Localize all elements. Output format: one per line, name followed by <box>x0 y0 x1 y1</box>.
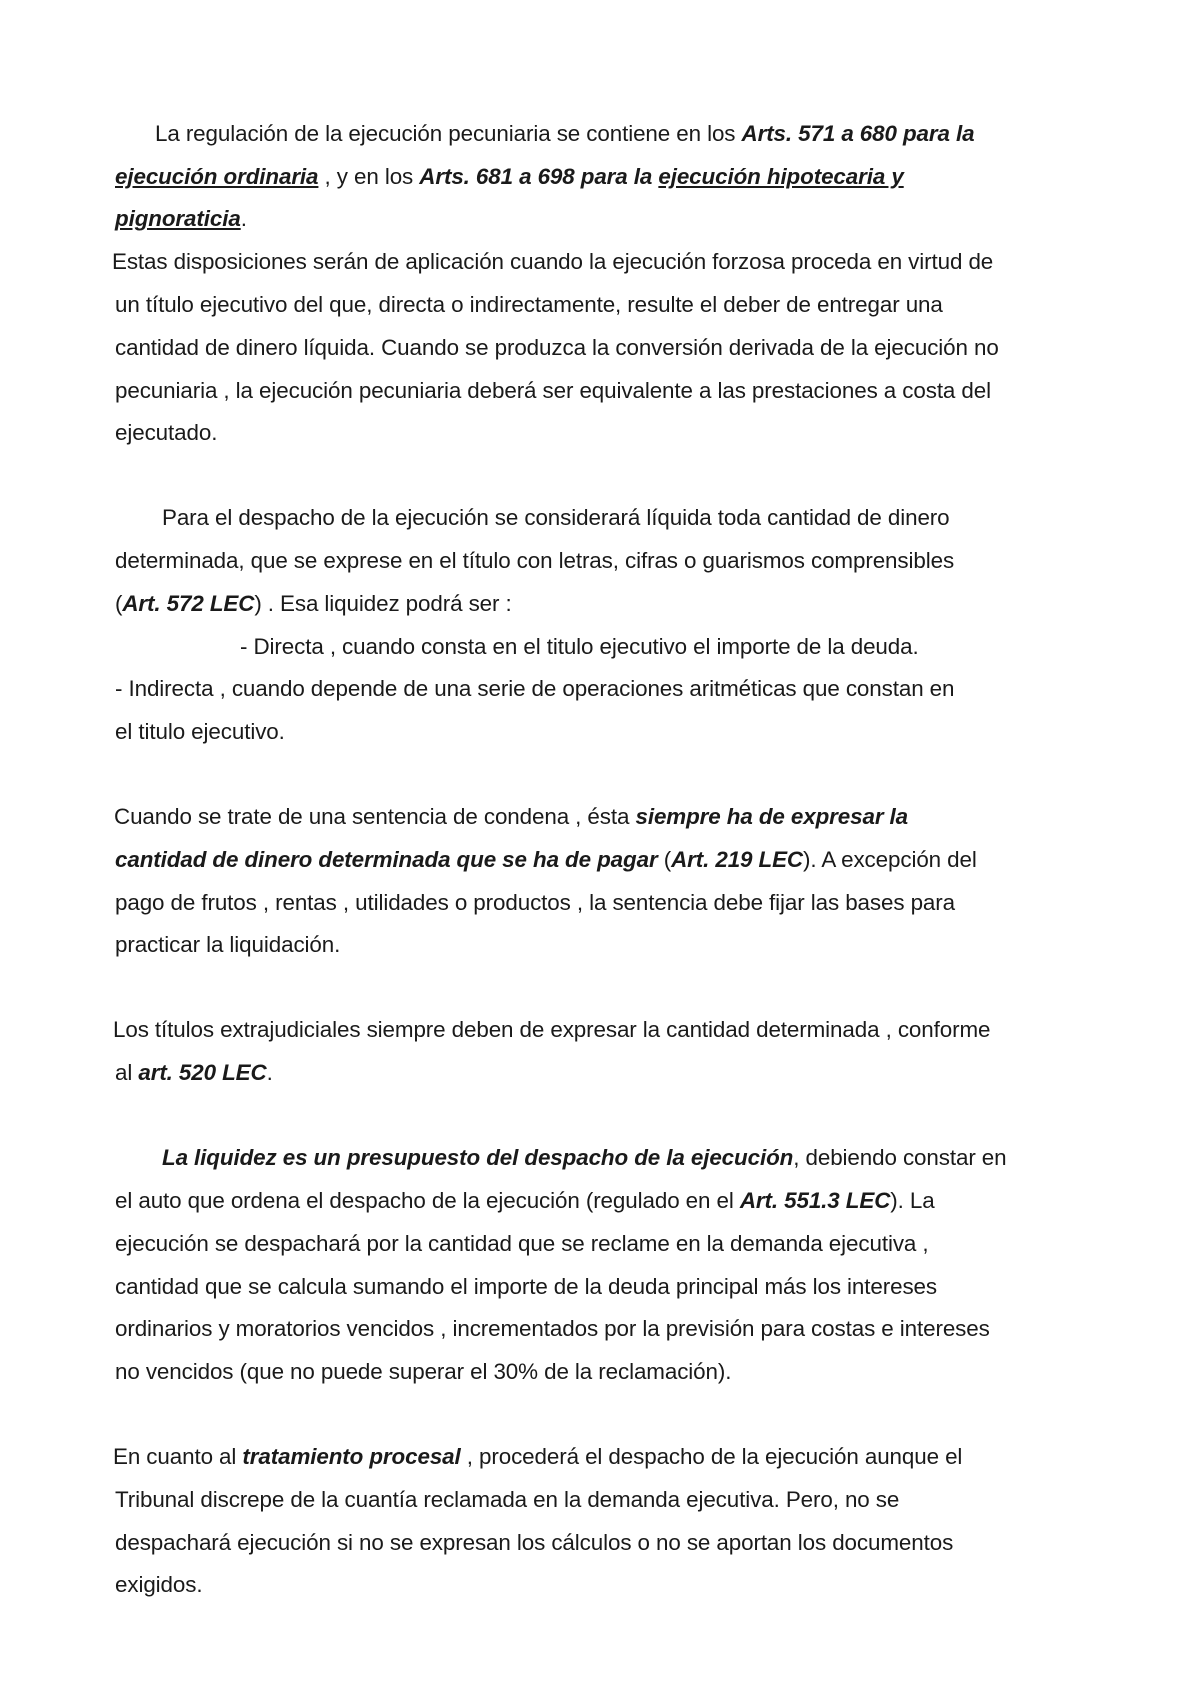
p3-line-2 <box>115 845 977 875</box>
emphasis: La liquidez es un presupuesto del despacho de la ejecución <box>162 1145 794 1170</box>
text-run: ( <box>657 847 672 872</box>
p5-line-6: no vencidos (que no puede superar el 30% de la reclamación). <box>115 1359 732 1384</box>
p4-line-2 <box>115 1058 273 1088</box>
emphasis: tratamiento procesal <box>242 1444 461 1469</box>
p6-line-4: exigidos. <box>115 1572 203 1597</box>
p6-line-3: despachará ejecución si no se expresan los cálculos o no se aportan los documentos <box>115 1530 954 1555</box>
text-run: ) . Esa liquidez podrá ser : <box>254 591 512 616</box>
p5-line-1 <box>162 1143 1007 1173</box>
text-run: La regulación de la ejecución pecuniaria se contiene en los <box>155 121 742 146</box>
p3-line-4: practicar la liquidación. <box>115 932 341 957</box>
p1-line-3 <box>115 204 247 234</box>
p3-line-1 <box>114 802 908 832</box>
p1-line-4: Estas disposiciones serán de aplicación cuando la ejecución forzosa proceda en virtud de <box>112 249 994 274</box>
emphasis: siempre ha de expresar la <box>635 804 909 829</box>
text-run: , y en los <box>318 164 420 189</box>
p5-line-5: ordinarios y moratorios vencidos , incrementados por la previsión para costas e intereses <box>115 1316 990 1341</box>
text-run: . <box>266 1060 273 1085</box>
article-reference: Art. 572 LEC <box>122 591 255 616</box>
text-run: el auto que ordena el despacho de la ejecución (regulado en el <box>115 1188 740 1213</box>
text-run: al <box>115 1060 139 1085</box>
p1-line-6: cantidad de dinero líquida. Cuando se produzca la conversión derivada de la ejecución no <box>115 335 999 360</box>
article-reference: Arts. 571 a 680 para la <box>741 121 975 146</box>
text-run: En cuanto al <box>113 1444 243 1469</box>
text-run: ( <box>115 591 123 616</box>
text-run: , debiendo constar en <box>793 1145 1007 1170</box>
p2-line-3 <box>115 589 512 619</box>
article-reference: Arts. 681 a 698 para la <box>419 164 659 189</box>
p1-line-2 <box>115 162 904 192</box>
p1-line-5: un título ejecutivo del que, directa o indirectamente, resulte el deber de entregar una <box>115 292 943 317</box>
p1-line-8: ejecutado. <box>115 420 218 445</box>
p4-line-1: Los títulos extrajudiciales siempre deben de expresar la cantidad determinada , conforme <box>113 1017 991 1042</box>
p2-line-1: Para el despacho de la ejecución se considerará líquida toda cantidad de dinero <box>162 505 950 530</box>
p5-line-4: cantidad que se calcula sumando el importe de la deuda principal más los intereses <box>115 1274 937 1299</box>
text-run: . <box>240 206 247 231</box>
p5-line-2 <box>115 1186 935 1216</box>
text-run: ). La <box>890 1188 935 1213</box>
article-reference: Art. 219 LEC <box>671 847 804 872</box>
underlined-term: ejecución ordinaria <box>115 164 319 189</box>
underlined-term: ejecución hipotecaria y <box>658 164 904 189</box>
p2-line-2: determinada, que se exprese en el título con letras, cifras o guarismos comprensibles <box>115 548 955 573</box>
p1-line-1 <box>155 119 974 149</box>
article-reference: Art. 551.3 LEC <box>739 1188 891 1213</box>
emphasis: cantidad de dinero determinada que se ha de pagar <box>115 847 658 872</box>
text-run: , procederá el despacho de la ejecución aunque el <box>460 1444 963 1469</box>
p2-line-4: - Directa , cuando consta en el titulo ejecutivo el importe de la deuda. <box>240 634 919 659</box>
text-run: Cuando se trate de una sentencia de condena , ésta <box>114 804 636 829</box>
underlined-term: pignoraticia <box>115 206 241 231</box>
p5-line-3: ejecución se despachará por la cantidad que se reclame en la demanda ejecutiva , <box>115 1231 929 1256</box>
p6-line-2: Tribunal discrepe de la cuantía reclamada en la demanda ejecutiva. Pero, no se <box>115 1487 900 1512</box>
article-reference: art. 520 LEC <box>138 1060 267 1085</box>
p2-line-5: - Indirecta , cuando depende de una serie de operaciones aritméticas que constan en <box>115 676 955 701</box>
p3-line-3: pago de frutos , rentas , utilidades o productos , la sentencia debe fijar las bases para <box>115 890 955 915</box>
p1-line-7: pecuniaria , la ejecución pecuniaria deberá ser equivalente a las prestaciones a costa del <box>115 378 991 403</box>
p6-line-1 <box>113 1442 962 1472</box>
p2-line-6: el titulo ejecutivo. <box>115 719 285 744</box>
text-run: ). A excepción del <box>803 847 977 872</box>
